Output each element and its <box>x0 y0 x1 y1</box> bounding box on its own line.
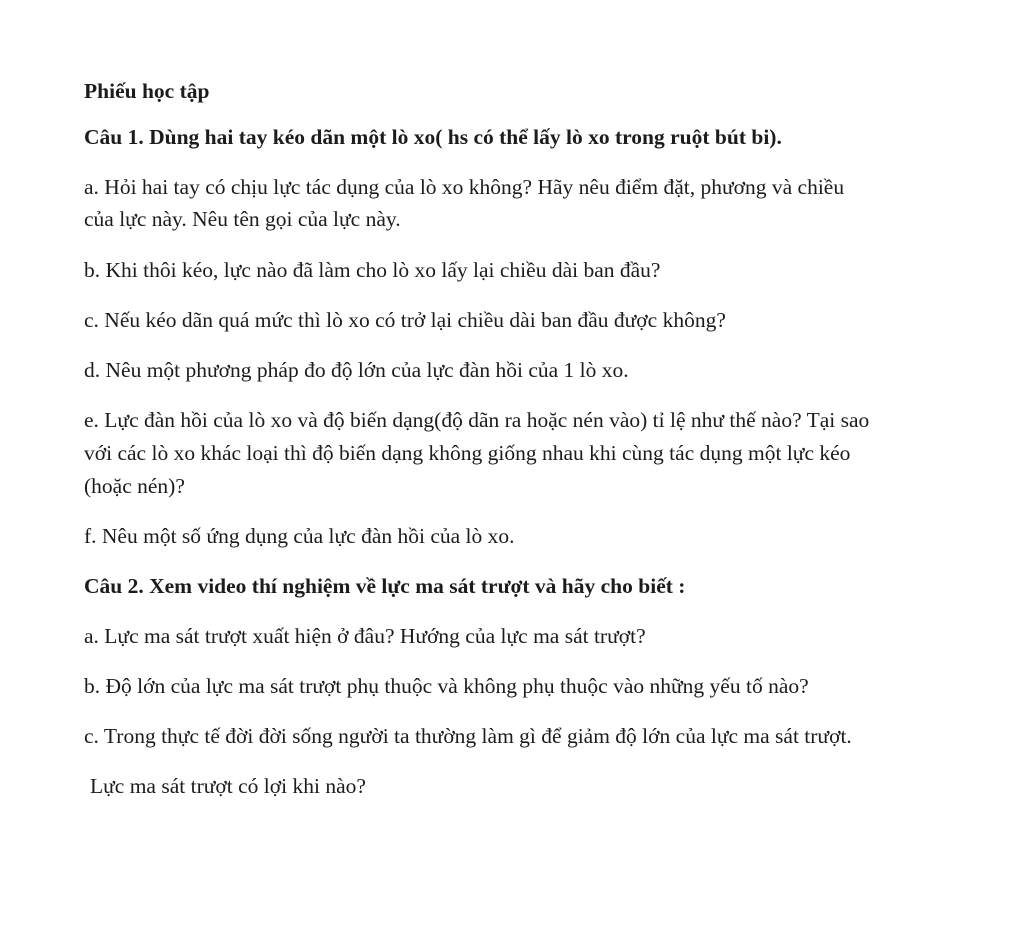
question-1-heading: Câu 1. Dùng hai tay kéo dãn một lò xo( hs có thể lấy lò xo trong ruột bút bi). <box>84 125 782 149</box>
question-1e-line-2: với các lò xo khác loại thì độ biến dạng không giống nhau khi cùng tác dụng một lực kéo <box>84 441 851 465</box>
question-1b: b. Khi thôi kéo, lực nào đã làm cho lò xo lấy lại chiều dài ban đầu? <box>84 258 661 282</box>
worksheet-title: Phiếu học tập <box>84 79 210 103</box>
question-1f: f. Nêu một số ứng dụng của lực đàn hồi của lò xo. <box>84 524 515 548</box>
question-1d: d. Nêu một phương pháp đo độ lớn của lực đàn hồi của 1 lò xo. <box>84 358 629 382</box>
question-2a: a. Lực ma sát trượt xuất hiện ở đâu? Hướng của lực ma sát trượt? <box>84 624 646 648</box>
question-1e-line-1: e. Lực đàn hồi của lò xo và độ biến dạng(độ dãn ra hoặc nén vào) tỉ lệ như thế nào? Tại sao <box>84 408 870 432</box>
question-1e-line-3: (hoặc nén)? <box>84 474 185 498</box>
question-2c: c. Trong thực tế đời đời sống người ta thường làm gì để giảm độ lớn của lực ma sát trượt. <box>84 724 852 748</box>
question-2-heading: Câu 2. Xem video thí nghiệm về lực ma sát trượt và hãy cho biết : <box>84 574 686 598</box>
question-2c-followup: Lực ma sát trượt có lợi khi nào? <box>90 774 366 798</box>
question-1a-line-1: a. Hỏi hai tay có chịu lực tác dụng của lò xo không? Hãy nêu điểm đặt, phương và chiều <box>84 175 845 199</box>
question-1a-line-2: của lực này. Nêu tên gọi của lực này. <box>84 207 401 231</box>
question-1c: c. Nếu kéo dãn quá mức thì lò xo có trở lại chiều dài ban đầu được không? <box>84 308 726 332</box>
question-2b: b. Độ lớn của lực ma sát trượt phụ thuộc và không phụ thuộc vào những yếu tố nào? <box>84 674 809 698</box>
